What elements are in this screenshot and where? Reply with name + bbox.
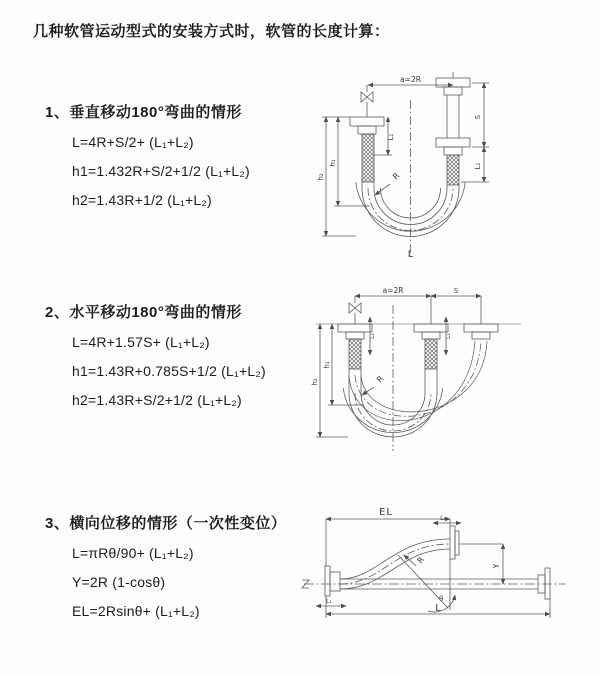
- dim-label-a2r: a=2R: [400, 75, 421, 84]
- right-flange: [538, 568, 550, 599]
- braided-hose-section: [447, 155, 459, 185]
- formula-Y: Y=2R (1-cosθ): [72, 574, 166, 590]
- left-flange: [325, 566, 340, 596]
- dim-label-h1: h₁: [329, 159, 337, 167]
- left-pipe-assembly: [338, 296, 372, 369]
- formula-h1: h1=1.43R+0.785S+1/2 (L₁+L₂): [72, 363, 266, 379]
- braided-hose-section: [349, 339, 361, 369]
- formula-L: L=πRθ/90+ (L₁+L₂): [72, 545, 194, 561]
- formula-h2: h2=1.43R+S/2+1/2 (L₁+L₂): [72, 392, 242, 408]
- dim-label-l1-mid: L₁: [445, 333, 452, 339]
- formula-L: L=4R+1.57S+ (L₁+L₂): [72, 334, 210, 350]
- valve-icon: [349, 303, 361, 313]
- braided-hose-section: [362, 134, 374, 182]
- middle-pipe-assembly: [414, 296, 448, 369]
- radius-label: R: [415, 555, 427, 566]
- dim-label-el: EL: [379, 507, 393, 518]
- hose-displaced-position: [340, 539, 450, 589]
- radius-label: R: [391, 171, 402, 182]
- dim-label-h1: h₁: [323, 361, 331, 369]
- dim-label-h2: h₂: [317, 173, 325, 181]
- lateral-displacement-drawing: [298, 498, 593, 643]
- diagram-vertical-bend: [312, 70, 572, 260]
- formula-h1: h1=1.432R+S/2+1/2 (L₁+L₂): [72, 163, 250, 179]
- right-pipe-assembly: [464, 296, 498, 339]
- dim-label-h2: h₂: [311, 378, 319, 386]
- formula-L: L=4R+S/2+ (L₁+L₂): [72, 134, 194, 150]
- diagram-horizontal-bend: [308, 283, 593, 458]
- page-title: 几种软管运动型式的安装方式时，软管的长度计算：: [33, 23, 390, 40]
- section-vertical-bend: [45, 104, 250, 209]
- braided-hose-section: [425, 339, 437, 369]
- section-2-heading: 2、水平移动180°弯曲的情形: [45, 304, 242, 321]
- dim-label-l: L: [435, 603, 441, 614]
- dim-label-l1-top: L₁: [440, 515, 446, 522]
- dim-label-l1-left: L₁: [369, 333, 376, 339]
- radius-leader: [375, 184, 390, 195]
- right-pipe-assembly: [436, 72, 470, 185]
- dim-label-s: S: [453, 287, 459, 295]
- dim-label-l1-right: L₁: [474, 162, 482, 170]
- dim-label-a2r: a=2R: [382, 286, 404, 295]
- dim-label-l1-left: L₁: [387, 133, 395, 141]
- section-horizontal-bend: [45, 304, 266, 409]
- diagram-lateral-displacement: [298, 498, 593, 643]
- left-pipe-assembly: [350, 85, 384, 182]
- radius-label: R: [375, 374, 386, 385]
- dim-label-l1-bottom: L₁: [326, 598, 332, 605]
- formula-EL: EL=2Rsinθ+ (L₁+L₂): [72, 603, 200, 619]
- dim-label-s: S: [474, 114, 482, 120]
- length-label: L: [407, 249, 414, 260]
- top-right-flange: [450, 526, 503, 559]
- vertical-bend-drawing: [312, 70, 572, 260]
- section-1-heading: 1、垂直移动180°弯曲的情形: [45, 104, 242, 121]
- section-3-heading: 3、横向位移的情形（一次性变位）: [45, 515, 287, 532]
- formula-h2: h2=1.43R+1/2 (L₁+L₂): [72, 192, 212, 208]
- angle-label: θ: [439, 595, 444, 603]
- dim-label-y: Y: [492, 563, 501, 569]
- valve-icon: [361, 92, 373, 102]
- section-lateral-displacement: [45, 515, 286, 620]
- horizontal-bend-drawing: [308, 283, 593, 458]
